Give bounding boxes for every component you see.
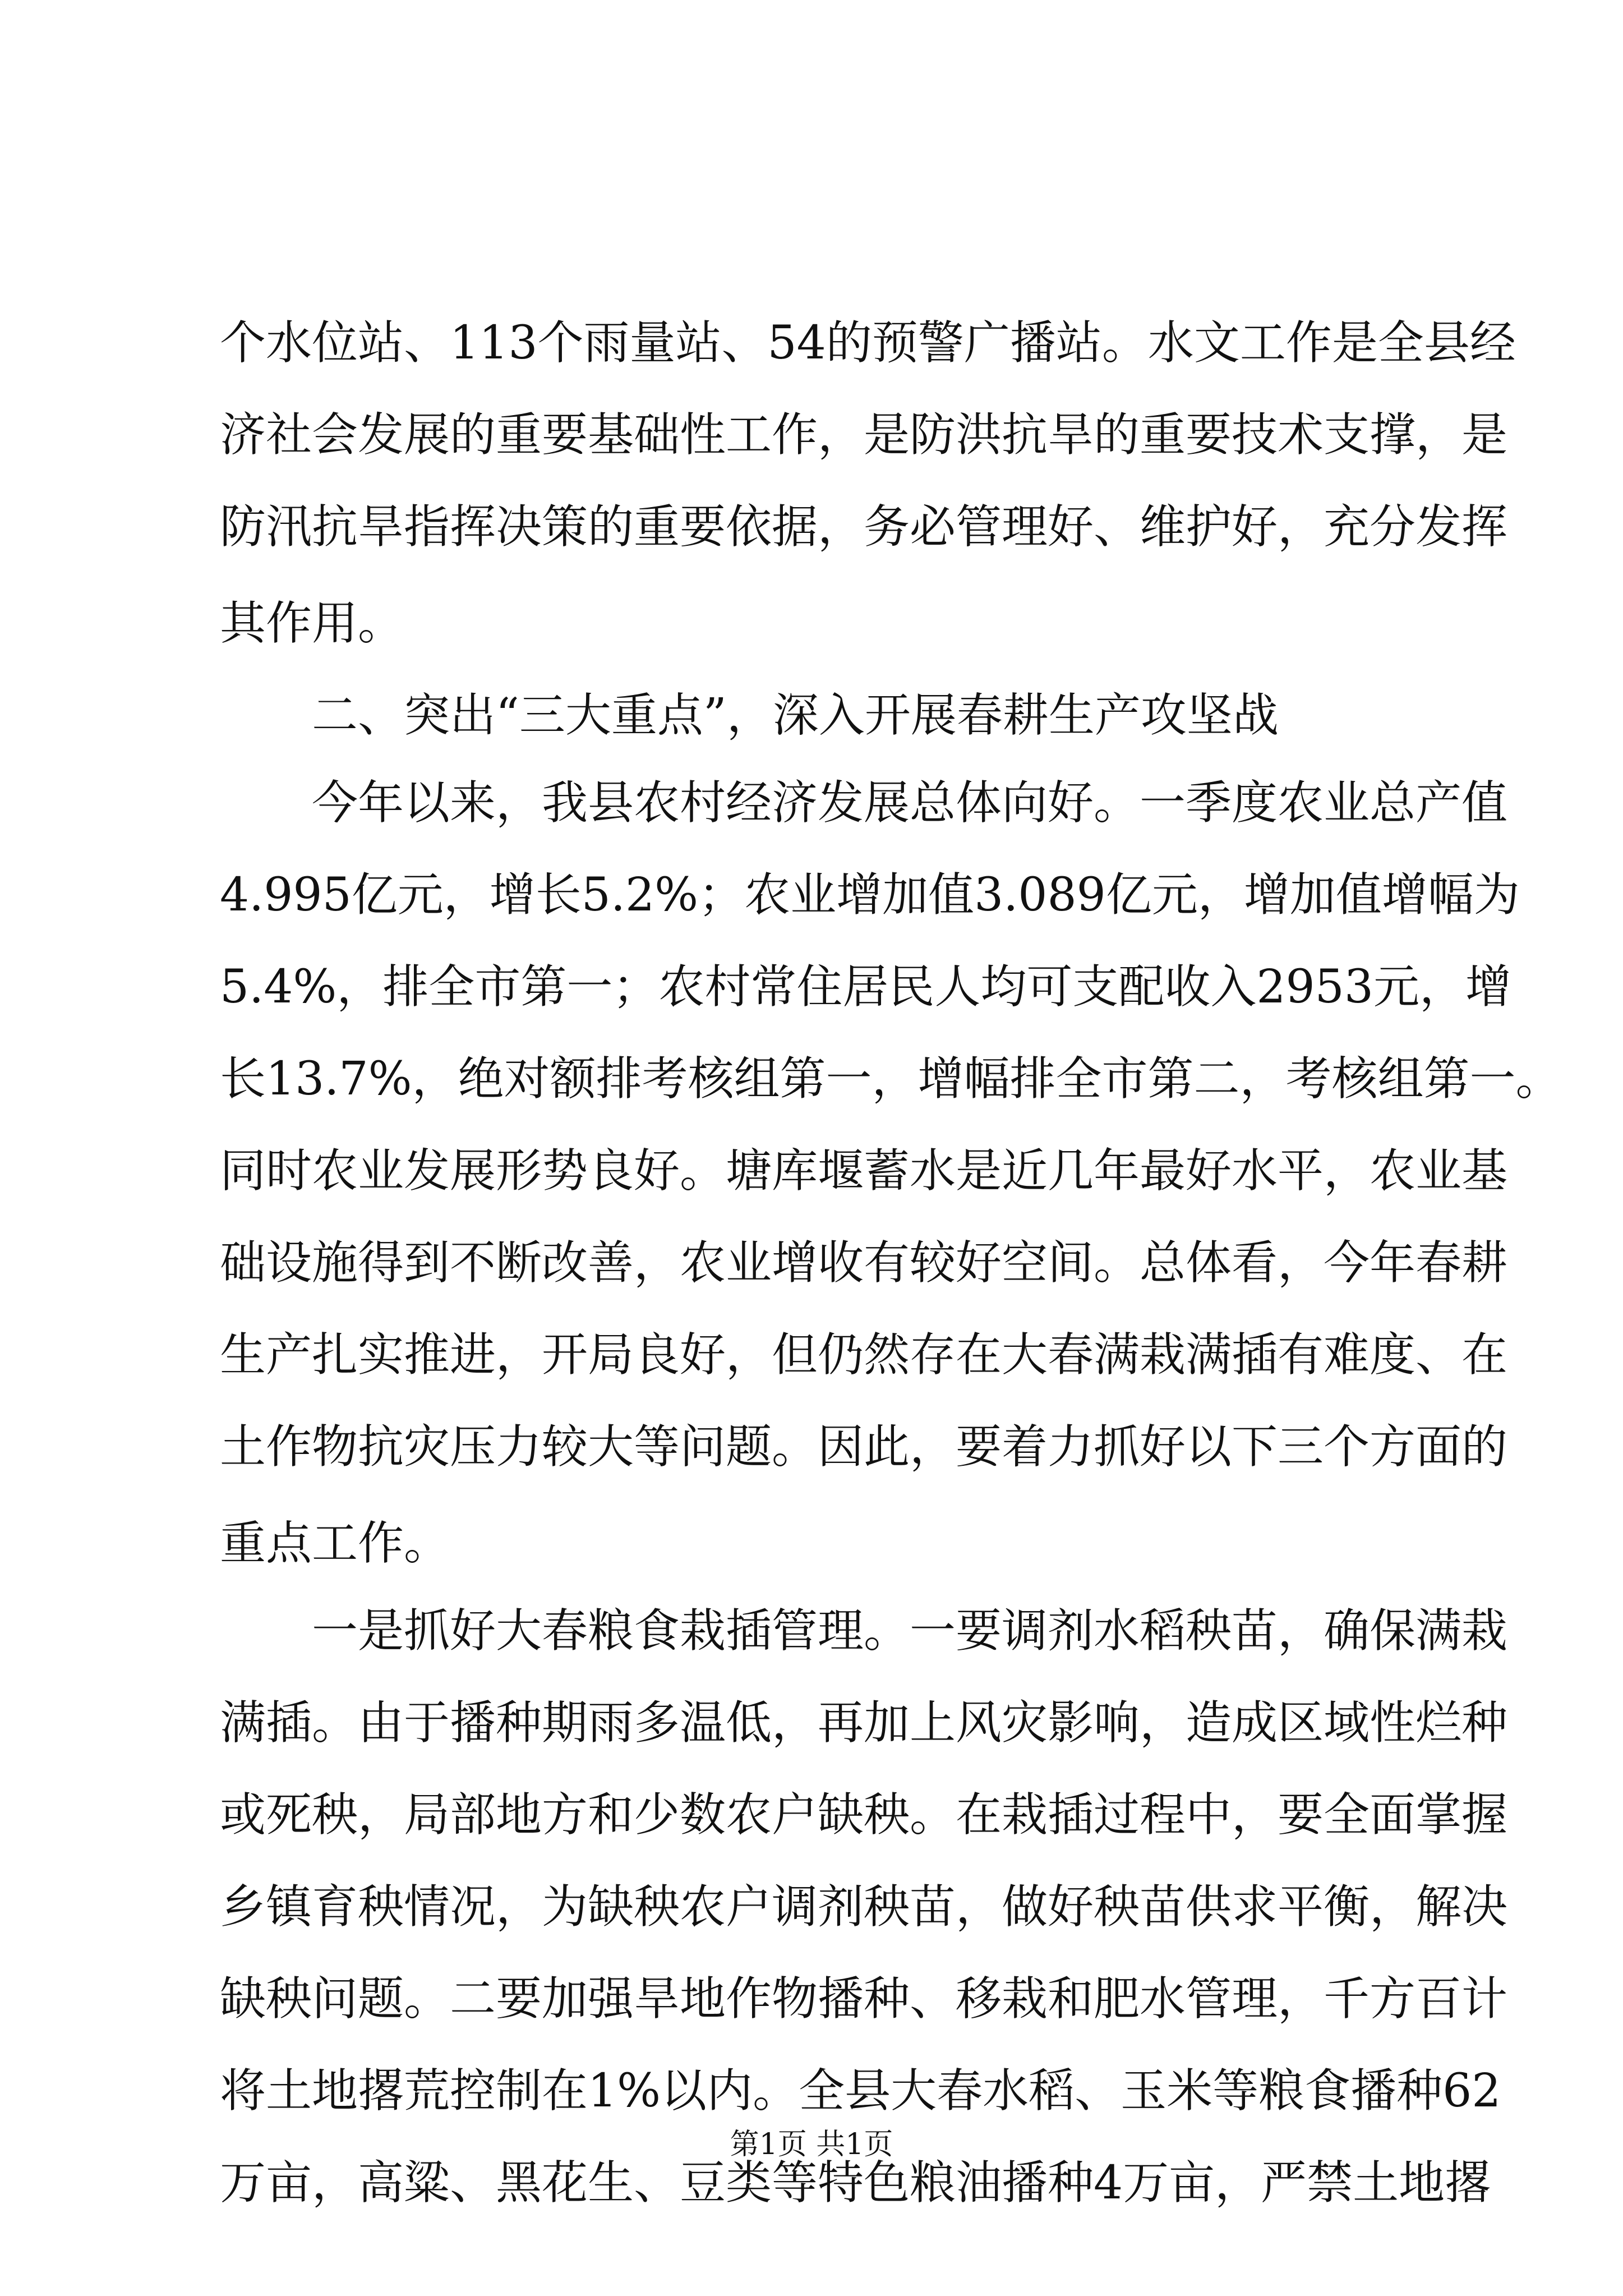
text-line (220, 1677, 1508, 1769)
text-line (220, 481, 1508, 573)
text-line (220, 389, 1508, 481)
text-line (220, 1953, 1508, 2045)
text-line (220, 1769, 1508, 1861)
text-line-content: 济社会发展的重要基础性工作，是防洪抗旱的重要技术支撑，是 (220, 408, 1508, 462)
text-line (220, 1125, 1508, 1217)
text-line-content: 将土地撂荒控制在1%以内。全县大春水稻、玉米等粮食播种62 (220, 2064, 1501, 2118)
text-line-content: 万亩，高粱、黑花生、豆类等特色粮油播种4万亩，严禁土地撂 (220, 2156, 1491, 2210)
text-line-content: 防汛抗旱指挥决策的重要依据，务必管理好、维护好，充分发挥 (220, 500, 1508, 554)
text-line (220, 1033, 1562, 1125)
text-line-content: 土作物抗灾压力较大等问题。因此，要着力抓好以下三个方面的 (220, 1420, 1508, 1474)
text-line (220, 665, 1420, 757)
text-line-content: 今年以来，我县农村经济发展总体向好。一季度农业总产值 (312, 776, 1508, 830)
text-line-content: 或死秧，局部地方和少数农户缺秧。在栽插过程中，要全面掌握 (220, 1788, 1508, 1842)
text-line (220, 297, 1516, 389)
text-line (220, 1217, 1508, 1309)
text-line-content: 长13.7%，绝对额排考核组第一，增幅排全市第二，考核组第一。 (220, 1052, 1562, 1106)
document-body (220, 297, 1562, 2229)
text-line (220, 849, 1520, 941)
text-line-content: 满插。由于播种期雨多温低，再加上风灾影响，造成区域性烂种 (220, 1696, 1508, 1750)
text-line (220, 1309, 1508, 1401)
text-line-content: 一是抓好大春粮食栽插管理。一要调剂水稻秧苗，确保满栽 (312, 1604, 1508, 1658)
text-line-content: 同时农业发展形势良好。塘库堰蓄水是近几年最好水平，农业基 (220, 1144, 1508, 1198)
text-line-content: 重点工作。 (220, 1516, 450, 1570)
page-footer: 第1页 共1页 (730, 2128, 893, 2161)
text-line-content: 础设施得到不断改善，农业增收有较好空间。总体看，今年春耕 (220, 1236, 1508, 1290)
text-line (220, 1493, 1420, 1585)
text-line-content: 4.995亿元，增长5.2%；农业增加值3.089亿元，增加值增幅为 (220, 868, 1520, 922)
text-line (220, 941, 1512, 1033)
text-line-content: 二、突出“三大重点”，深入开展春耕生产攻坚战 (312, 688, 1279, 742)
text-line (220, 1585, 1508, 1677)
text-line (220, 573, 1420, 665)
text-line (220, 757, 1508, 849)
text-line (220, 1861, 1508, 1953)
text-line-content: 其作用。 (220, 596, 404, 650)
text-line-content: 5.4%，排全市第一；农村常住居民人均可支配收入2953元，增 (220, 960, 1512, 1014)
text-line (220, 1401, 1508, 1493)
text-line-content: 个水位站、113个雨量站、54的预警广播站。水文工作是全县经 (220, 316, 1516, 370)
text-line-content: 乡镇育秧情况，为缺秧农户调剂秧苗，做好秧苗供求平衡，解决 (220, 1880, 1508, 1934)
text-line-content: 生产扎实推进，开局良好，但仍然存在大春满栽满插有难度、在 (220, 1328, 1508, 1382)
text-line-content: 缺秧问题。二要加强旱地作物播种、移栽和肥水管理，千方百计 (220, 1972, 1508, 2026)
